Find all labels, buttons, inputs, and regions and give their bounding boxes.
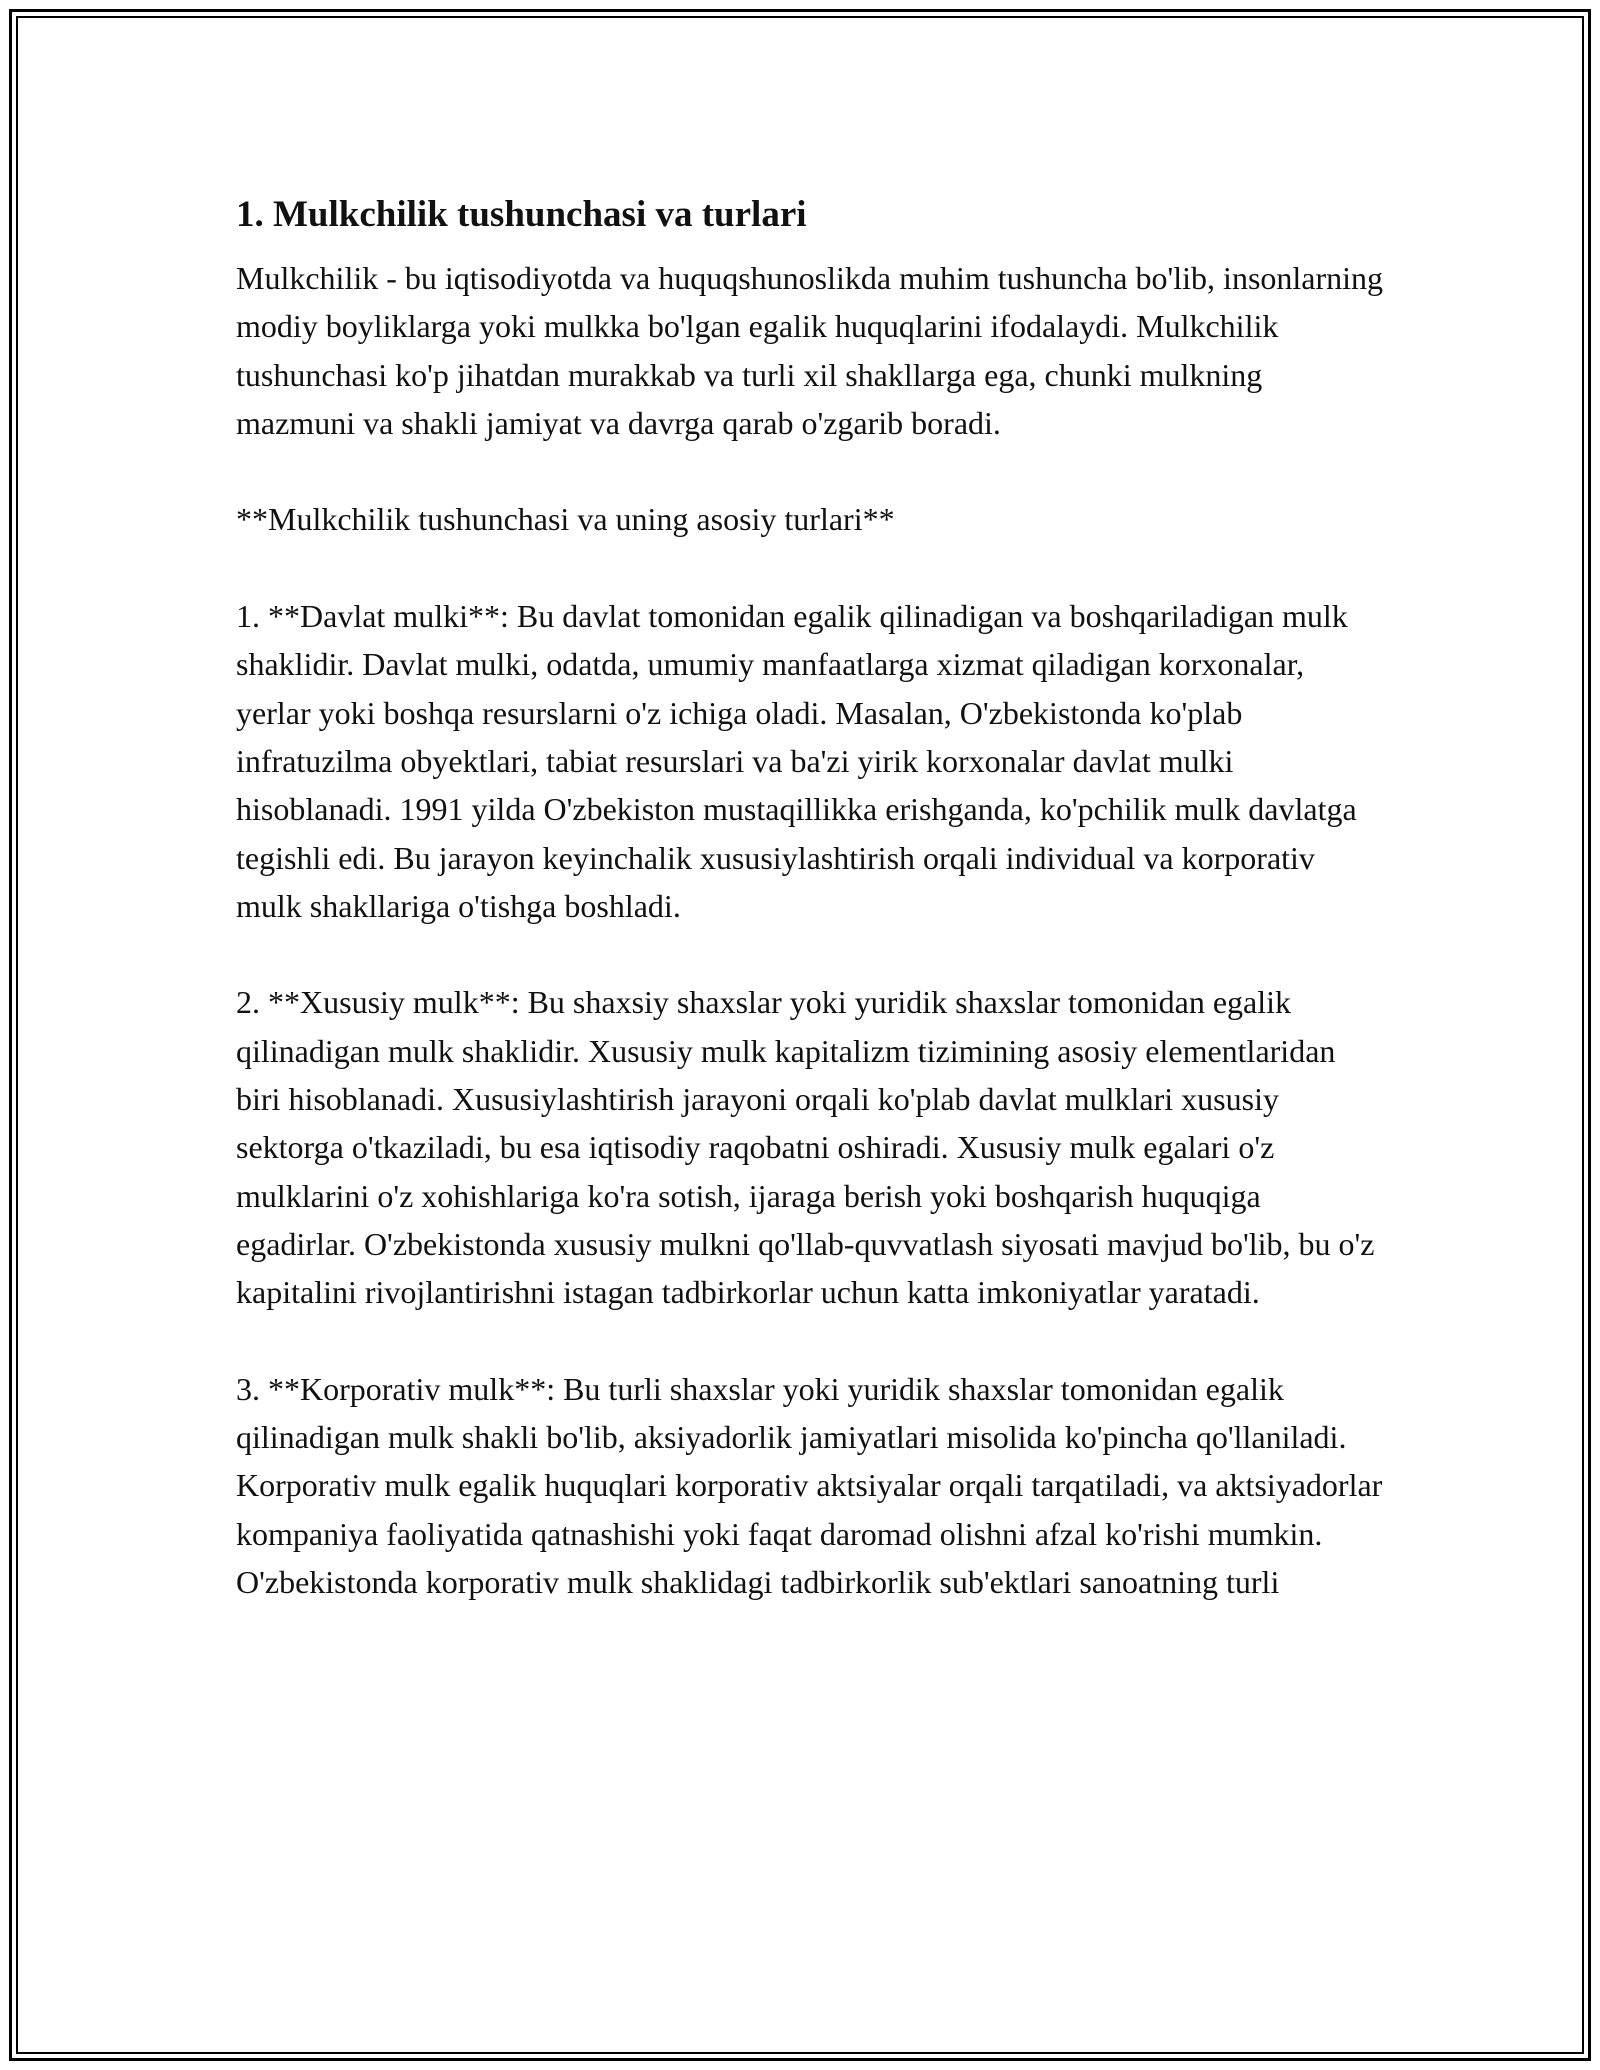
subheading-paragraph: **Mulkchilik tushunchasi va uning asosiy turlari** (236, 501, 895, 538)
section-heading: 1. Mulkchilik tushunchasi va turlari (236, 194, 807, 235)
corporate-property-paragraph: 3. **Korporativ mulk**: Bu turli shaxslar yoki yuridik shaxslar tomonidan egalik qilinadigan mulk shakli bo'lib, aksiyadorlik jamiyatlari misolida ko'pincha qo'llaniladi. Korporativ mulk egalik huquqlari korporativ aktsiyalar orqali tarqatiladi, va aktsiyadorlar kompaniya faoliyatida qatnashishi yoki faqat daromad olishni afzal ko'rishi mumkin. O'zbekistonda korporativ mulk shaklidagi tadbirkorlik sub'ektlari sanoatning turli (236, 1370, 1383, 1601)
state-property-paragraph: 1. **Davlat mulki**: Bu davlat tomonidan egalik qilinadigan va boshqariladigan mulk shaklidir. Davlat mulki, odatda, umumiy manfaatlarga xizmat qiladigan korxonalar, yerlar yoki boshqa resurslarni o'z ichiga oladi. Masalan, O'zbekistonda ko'plab infratuzilma obyektlari, tabiat resurslari va ba'zi yirik korxonalar davlat mulki hisoblanadi. 1991 yilda O'zbekiston mustaqillikka erishganda, ko'pchilik mulk davlatga tegishli edi. Bu jarayon keyinchalik xususiylashtirish orqali individual va korporativ mulk shakllariga o'tishga boshladi. (236, 598, 1357, 924)
intro-paragraph: Mulkchilik - bu iqtisodiyotda va huquqshunoslikda muhim tushuncha bo'lib, insonlarning modiy boyliklarga yoki mulkka bo'lgan egalik huquqlarini ifodalaydi. Mulkchilik tushunchasi ko'p jihatdan murakkab va turli xil shakllarga ega, chunki mulkning mazmuni va shakli jamiyat va davrga qarab o'zgarib boradi. (236, 260, 1384, 441)
document-body (236, 188, 1386, 1655)
private-property-paragraph: 2. **Xususiy mulk**: Bu shaxsiy shaxslar yoki yuridik shaxslar tomonidan egalik qilinadigan mulk shaklidir. Xususiy mulk kapitalizm tizimining asosiy elementlaridan biri hisoblanadi. Xususiylashtirish jarayoni orqali ko'plab davlat mulklari xususiy sektorga o'tkaziladi, bu esa iqtisodiy raqobatni oshiradi. Xususiy mulk egalari o'z mulklarini o'z xohishlariga ko'ra sotish, ijaraga berish yoki boshqarish huquqiga egadirlar. O'zbekistonda xususiy mulkni qo'llab-quvvatlash siyosati mavjud bo'lib, bu o'z kapitalini rivojlantirishni istagan tadbirkorlar uchun katta imkoniyatlar yaratadi. (236, 984, 1375, 1311)
